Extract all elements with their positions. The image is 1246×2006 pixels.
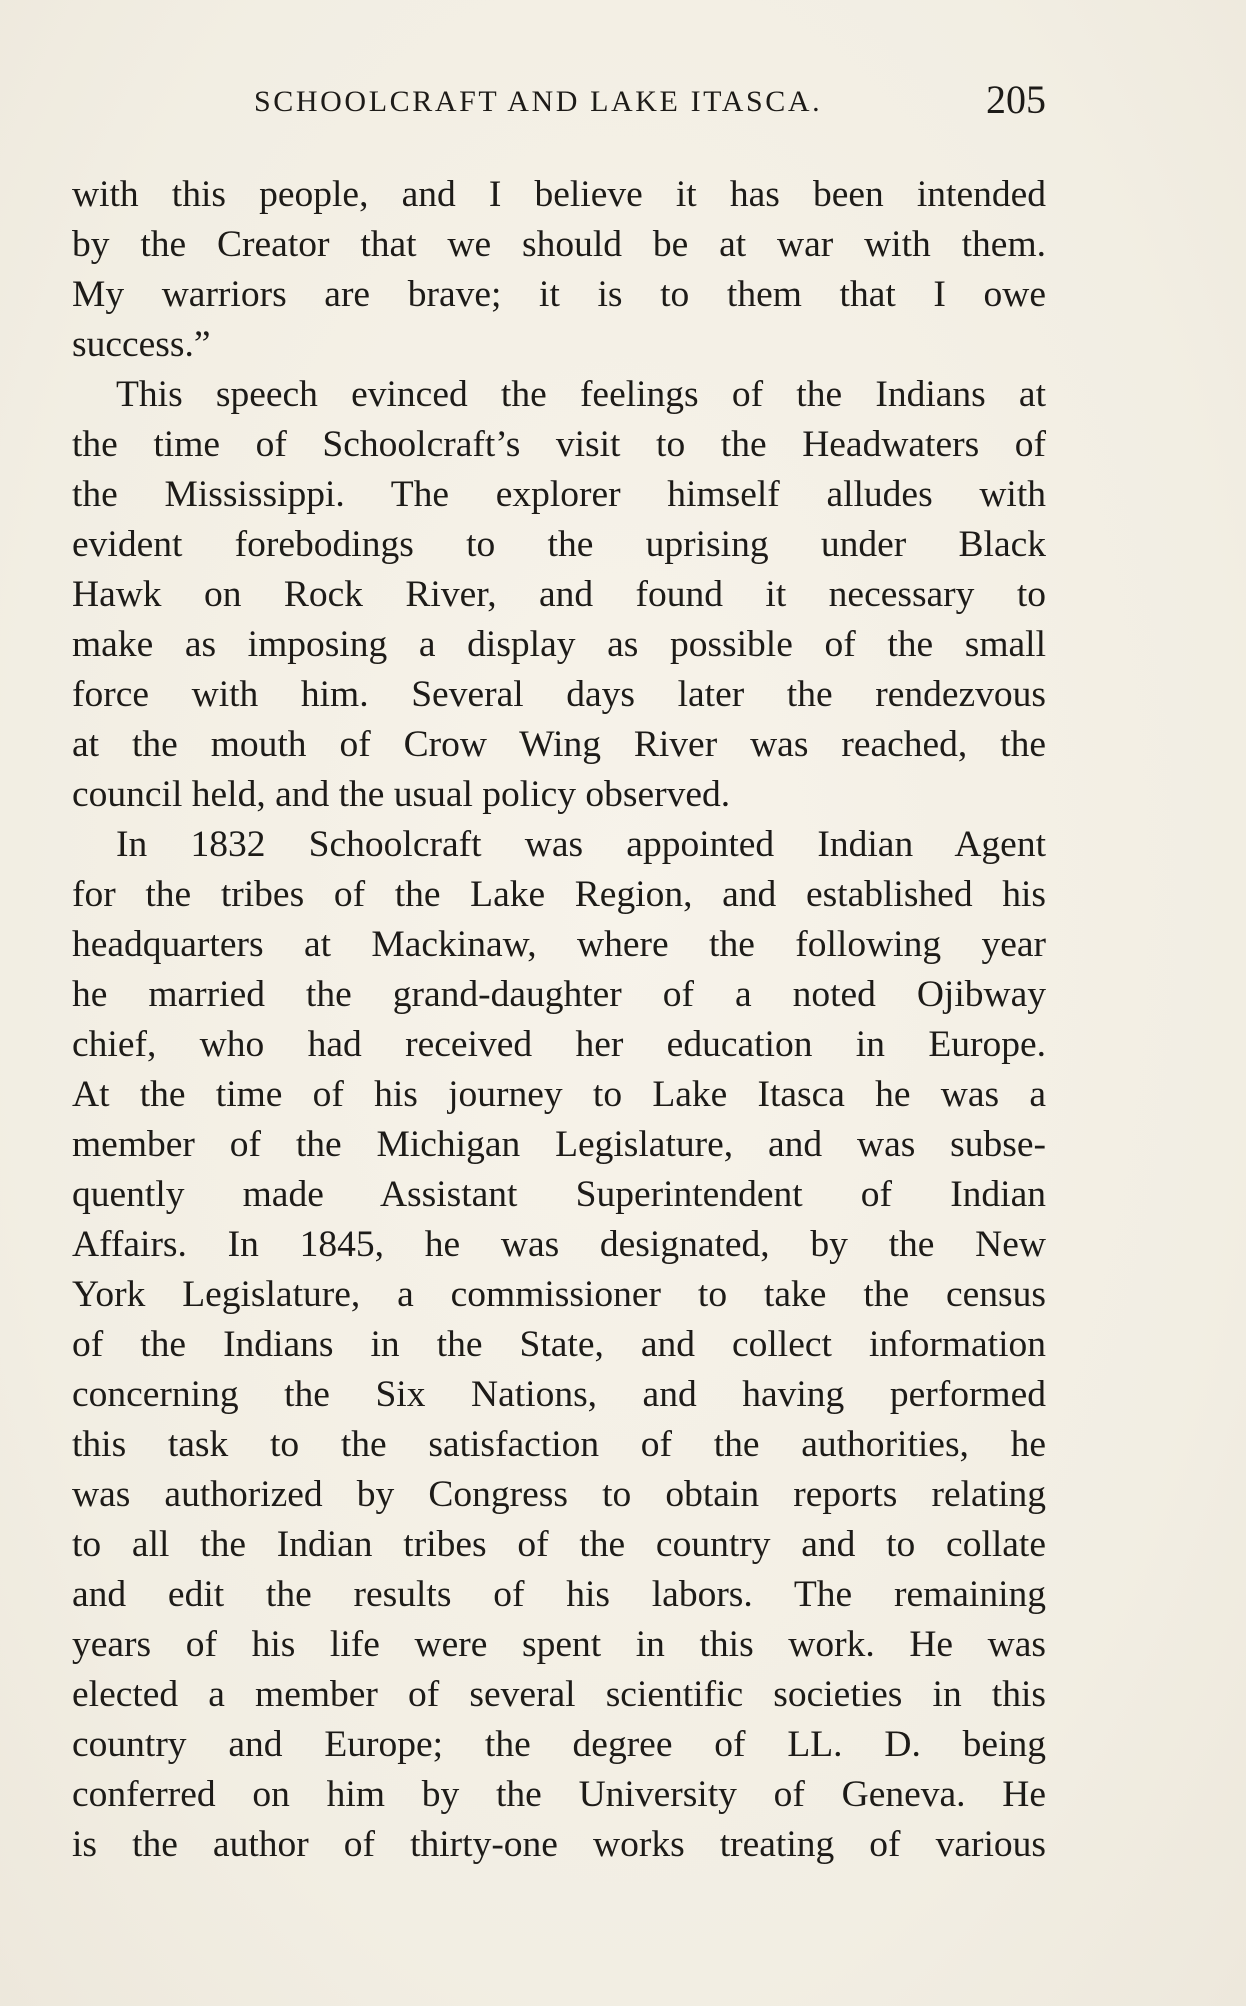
- paragraph-first-line: In 1832 Schoolcraft was appointed Indian Agent: [116, 824, 1046, 865]
- text-line: conferred on him by the University of Geneva. He: [72, 1774, 1046, 1815]
- text-line: the Mississippi. The explorer himself alludes with: [72, 474, 1046, 515]
- text-line: was authorized by Congress to obtain reports relating: [72, 1474, 1046, 1515]
- text-line: headquarters at Mackinaw, where the following year: [72, 924, 1046, 965]
- paragraph-first-line: This speech evinced the feelings of the Indians at: [116, 374, 1046, 415]
- text-line: chief, who had received her education in Europe.: [72, 1024, 1046, 1065]
- text-line: concerning the Six Nations, and having performed: [72, 1374, 1046, 1415]
- body-text: [72, 170, 1046, 1870]
- text-line: he married the grand-daughter of a noted Ojibway: [72, 974, 1046, 1015]
- text-line: the time of Schoolcraft’s visit to the Headwaters of: [72, 424, 1046, 465]
- running-title: SCHOOLCRAFT AND LAKE ITASCA.: [254, 85, 823, 118]
- text-line: member of the Michigan Legislature, and was subse-: [72, 1124, 1046, 1165]
- text-line: for the tribes of the Lake Region, and established his: [72, 874, 1046, 915]
- text-line: to all the Indian tribes of the country and to collate: [72, 1524, 1046, 1565]
- text-line: and edit the results of his labors. The remaining: [72, 1574, 1046, 1615]
- text-line: of the Indians in the State, and collect information: [72, 1324, 1046, 1365]
- text-line: at the mouth of Crow Wing River was reached, the: [72, 724, 1046, 765]
- page-number: 205: [986, 77, 1046, 122]
- text-line: this task to the satisfaction of the authorities, he: [72, 1424, 1046, 1465]
- text-line: force with him. Several days later the rendezvous: [72, 674, 1046, 715]
- text-line: Affairs. In 1845, he was designated, by the New: [72, 1224, 1046, 1265]
- text-line: My warriors are brave; it is to them that I owe: [72, 274, 1046, 315]
- text-line: is the author of thirty-one works treating of various: [72, 1824, 1046, 1865]
- text-line: by the Creator that we should be at war with them.: [72, 224, 1046, 265]
- text-line: years of his life were spent in this work. He was: [72, 1624, 1046, 1665]
- text-line: elected a member of several scientific societies in this: [72, 1674, 1046, 1715]
- text-line: success.”: [72, 324, 211, 365]
- text-line: At the time of his journey to Lake Itasca he was a: [72, 1074, 1046, 1115]
- text-line: country and Europe; the degree of LL. D. being: [72, 1724, 1046, 1765]
- text-line: make as imposing a display as possible of the small: [72, 624, 1046, 665]
- text-line: with this people, and I believe it has been intended: [72, 174, 1046, 215]
- text-line: evident forebodings to the uprising under Black: [72, 524, 1046, 565]
- running-head: [72, 76, 1046, 132]
- text-line: council held, and the usual policy observed.: [72, 774, 731, 815]
- text-line: Hawk on Rock River, and found it necessary to: [72, 574, 1046, 615]
- text-line: York Legislature, a commissioner to take the census: [72, 1274, 1046, 1315]
- text-line: quently made Assistant Superintendent of Indian: [72, 1174, 1046, 1215]
